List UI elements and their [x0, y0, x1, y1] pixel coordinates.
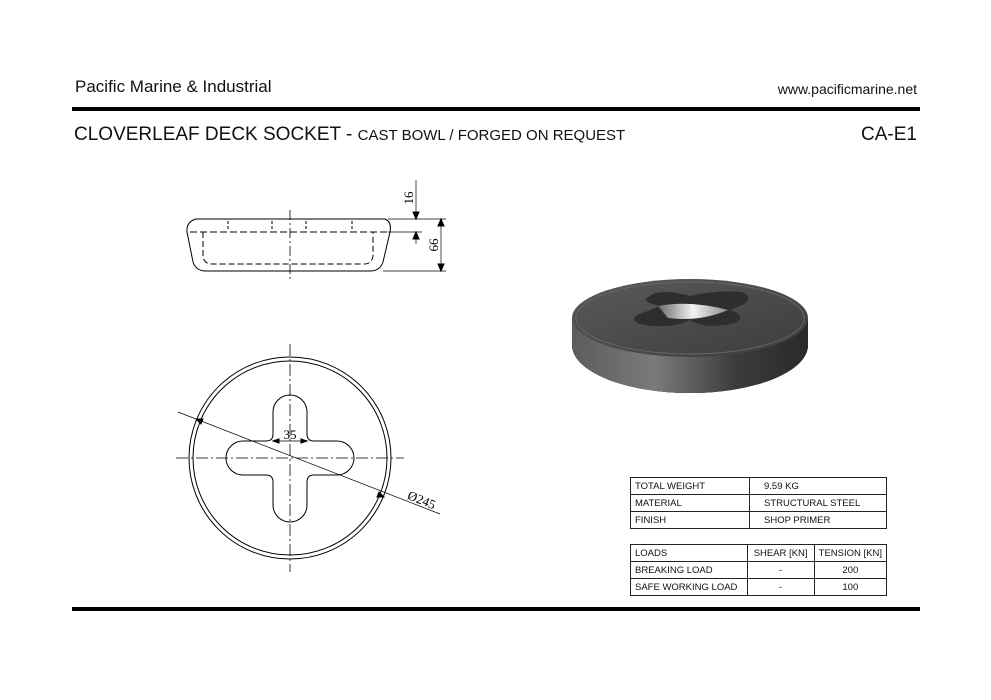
dim-slot-width: 35: [283, 427, 297, 442]
tension-value: 100: [814, 579, 886, 596]
table-row: [631, 495, 887, 512]
header-tension: TENSION [KN]: [814, 545, 886, 562]
prop-value: 9.59 KG: [750, 478, 887, 495]
company-name: Pacific Marine & Industrial: [75, 77, 272, 96]
load-label: BREAKING LOAD: [631, 562, 748, 579]
socket-3d-render: [572, 279, 808, 393]
top-view: [176, 344, 440, 572]
title-subtitle: CAST BOWL / FORGED ON REQUEST: [357, 127, 626, 144]
shear-value: -: [747, 579, 814, 596]
prop-value: STRUCTURAL STEEL: [750, 495, 887, 512]
tension-value: 200: [814, 562, 886, 579]
product-code: CA-E1: [861, 124, 917, 145]
shear-value: -: [747, 562, 814, 579]
properties-table: [630, 477, 887, 529]
header-shear: SHEAR [KN]: [747, 545, 814, 562]
prop-label: MATERIAL: [631, 495, 750, 512]
table-header-row: [631, 545, 887, 562]
title-main: CLOVERLEAF DECK SOCKET: [74, 124, 341, 145]
loads-table: [630, 544, 887, 596]
prop-value: SHOP PRIMER: [750, 512, 887, 529]
table-row: [631, 579, 887, 596]
table-row: [631, 512, 887, 529]
load-label: SAFE WORKING LOAD: [631, 579, 748, 596]
dim-diameter: Ø245: [405, 487, 438, 513]
dim-slot-depth: 16: [401, 191, 416, 205]
dim-height: 66: [426, 238, 441, 252]
website-link[interactable]: www.pacificmarine.net: [777, 81, 917, 97]
prop-label: TOTAL WEIGHT: [631, 478, 750, 495]
prop-label: FINISH: [631, 512, 750, 529]
table-row: [631, 562, 887, 579]
header-loads: LOADS: [631, 545, 748, 562]
footer-rule: [72, 607, 920, 611]
table-row: [631, 478, 887, 495]
title-separator: -: [340, 124, 358, 145]
